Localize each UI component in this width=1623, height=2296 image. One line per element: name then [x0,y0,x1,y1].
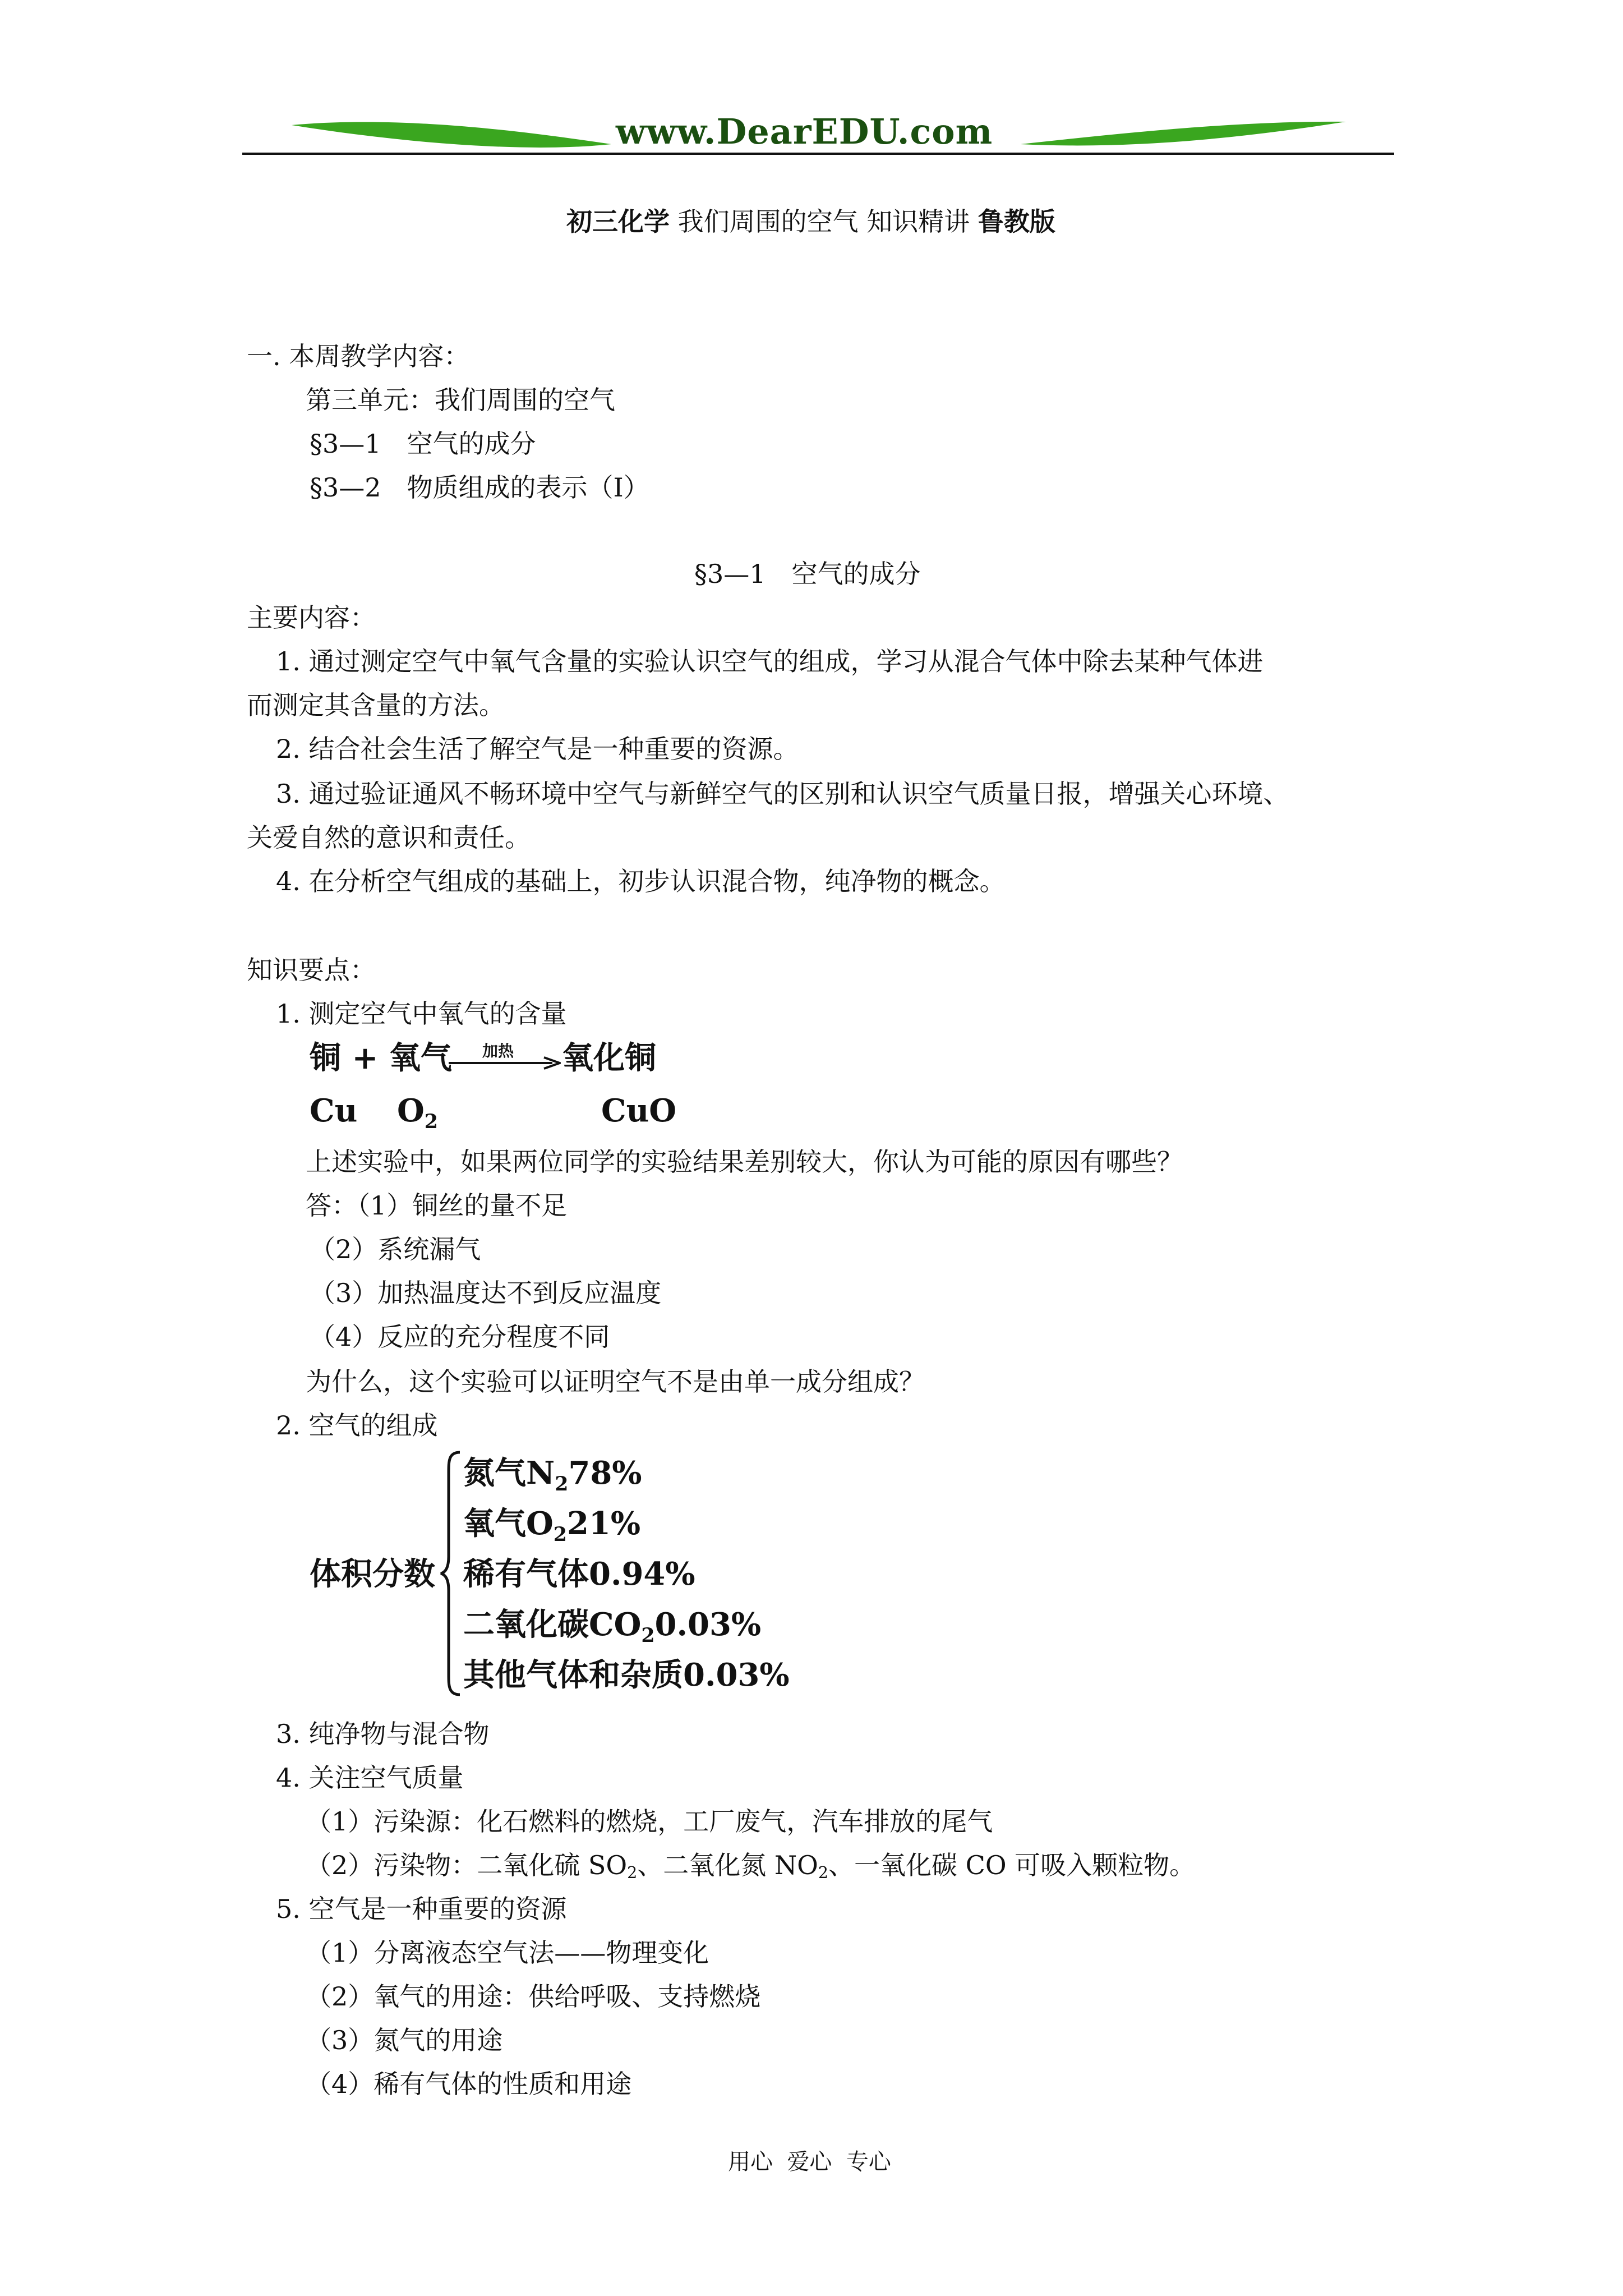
section1-item: §3—2 物质组成的表示（I） [310,472,649,503]
logo-swoosh-left [292,122,611,147]
composition-rare-gas: 稀有气体0.94% [463,1556,695,1593]
formula-o2: $O_2$ [397,1092,438,1134]
logo-text: www.DearEDU.com [616,111,993,152]
title-subject: 初三化学 [566,206,670,237]
composition-o2: 氧气$O_221\%$ [463,1505,641,1547]
knowledge-item-5-sub: （3）氮气的用途 [306,2025,503,2055]
equation-rhs: 氧化铜 [562,1039,656,1076]
question-1: 上述实验中，如果两位同学的实验结果差别较大，你认为可能的原因有哪些？ [306,1147,1183,1177]
answer-item: （3）加热温度达不到反应温度 [310,1278,662,1308]
knowledge-item-1: 1. 测定空气中氧气的含量 [276,999,567,1029]
answer-item: （4）反应的充分程度不同 [310,1322,610,1352]
knowledge-item-3: 3. 纯净物与混合物 [276,1719,490,1749]
answer-item: （2）系统漏气 [310,1234,481,1264]
main-content-p2: 2. 结合社会生活了解空气是一种重要的资源。 [276,734,799,764]
knowledge-item-4-2: （2）污染物：二氧化硫 SO2、二氧化氮 NO2、一氧化碳 CO 可吸入颗粒物。 [306,1850,1196,1883]
knowledge-heading: 知识要点： [247,955,376,985]
main-content-p1-line1: 1. 通过测定空气中氧气含量的实验认识空气的组成，学习从混合气体中除去某种气体进 [276,646,1264,677]
knowledge-item-5-sub: （4）稀有气体的性质和用途 [306,2069,632,2099]
formula-cuo: CuO [601,1092,677,1129]
page-footer: 用心 爱心 专心 [728,2149,891,2175]
knowledge-item-5-sub: （2）氧气的用途：供给呼吸、支持燃烧 [306,1981,761,2012]
section1-item: §3—1 空气的成分 [310,429,536,459]
answer-item: 答：（1）铜丝的量不足 [306,1190,568,1221]
title-topic: 我们周围的空气 [677,206,859,237]
logo-swoosh-right [1021,122,1346,146]
title-edition: 鲁教版 [978,206,1055,237]
composition-co2: 二氧化碳$CO_20.03\%$ [463,1606,762,1648]
section1-heading: 一. 本周教学内容： [247,341,470,371]
knowledge-item-5: 5. 空气是一种重要的资源 [276,1894,567,1924]
composition-n2: 氮气$N_278\%$ [463,1455,642,1496]
knowledge-item-5-sub: （1）分离液态空气法——物理变化 [306,1938,709,1968]
knowledge-item-4: 4. 关注空气质量 [276,1763,464,1793]
section-title: §3—1 空气的成分 [694,559,921,589]
main-content-p4: 4. 在分析空气组成的基础上，初步认识混合物，纯净物的概念。 [276,866,1006,896]
title-type: 知识精讲 [866,206,970,237]
reaction-arrow-icon [449,1055,561,1071]
main-content-p3-line1: 3. 通过验证通风不畅环境中空气与新鲜空气的区别和认识空气质量日报，增强关心环境、 [276,779,1289,809]
header-rule [242,153,1394,155]
composition-label: 体积分数 [310,1556,435,1593]
document-title [566,206,1055,237]
equation-condition: 加热 [482,1042,514,1060]
equation-lhs: 铜 + 氧气 [310,1039,452,1076]
composition-other: 其他气体和杂质0.03% [463,1657,790,1694]
section1-item: 第三单元：我们周围的空气 [306,385,615,415]
main-content-heading: 主要内容： [247,602,376,633]
brace-icon [439,1450,463,1697]
main-content-p1-line2: 而测定其含量的方法。 [247,690,505,720]
formula-cu: Cu [310,1092,358,1129]
knowledge-item-4-1: （1）污染源：化石燃料的燃烧，工厂废气，汽车排放的尾气 [306,1806,993,1837]
main-content-p3-line2: 关爱自然的意识和责任。 [247,822,531,853]
knowledge-item-2: 2. 空气的组成 [276,1410,438,1441]
question-2: 为什么，这个实验可以证明空气不是由单一成分组成？ [306,1366,925,1397]
